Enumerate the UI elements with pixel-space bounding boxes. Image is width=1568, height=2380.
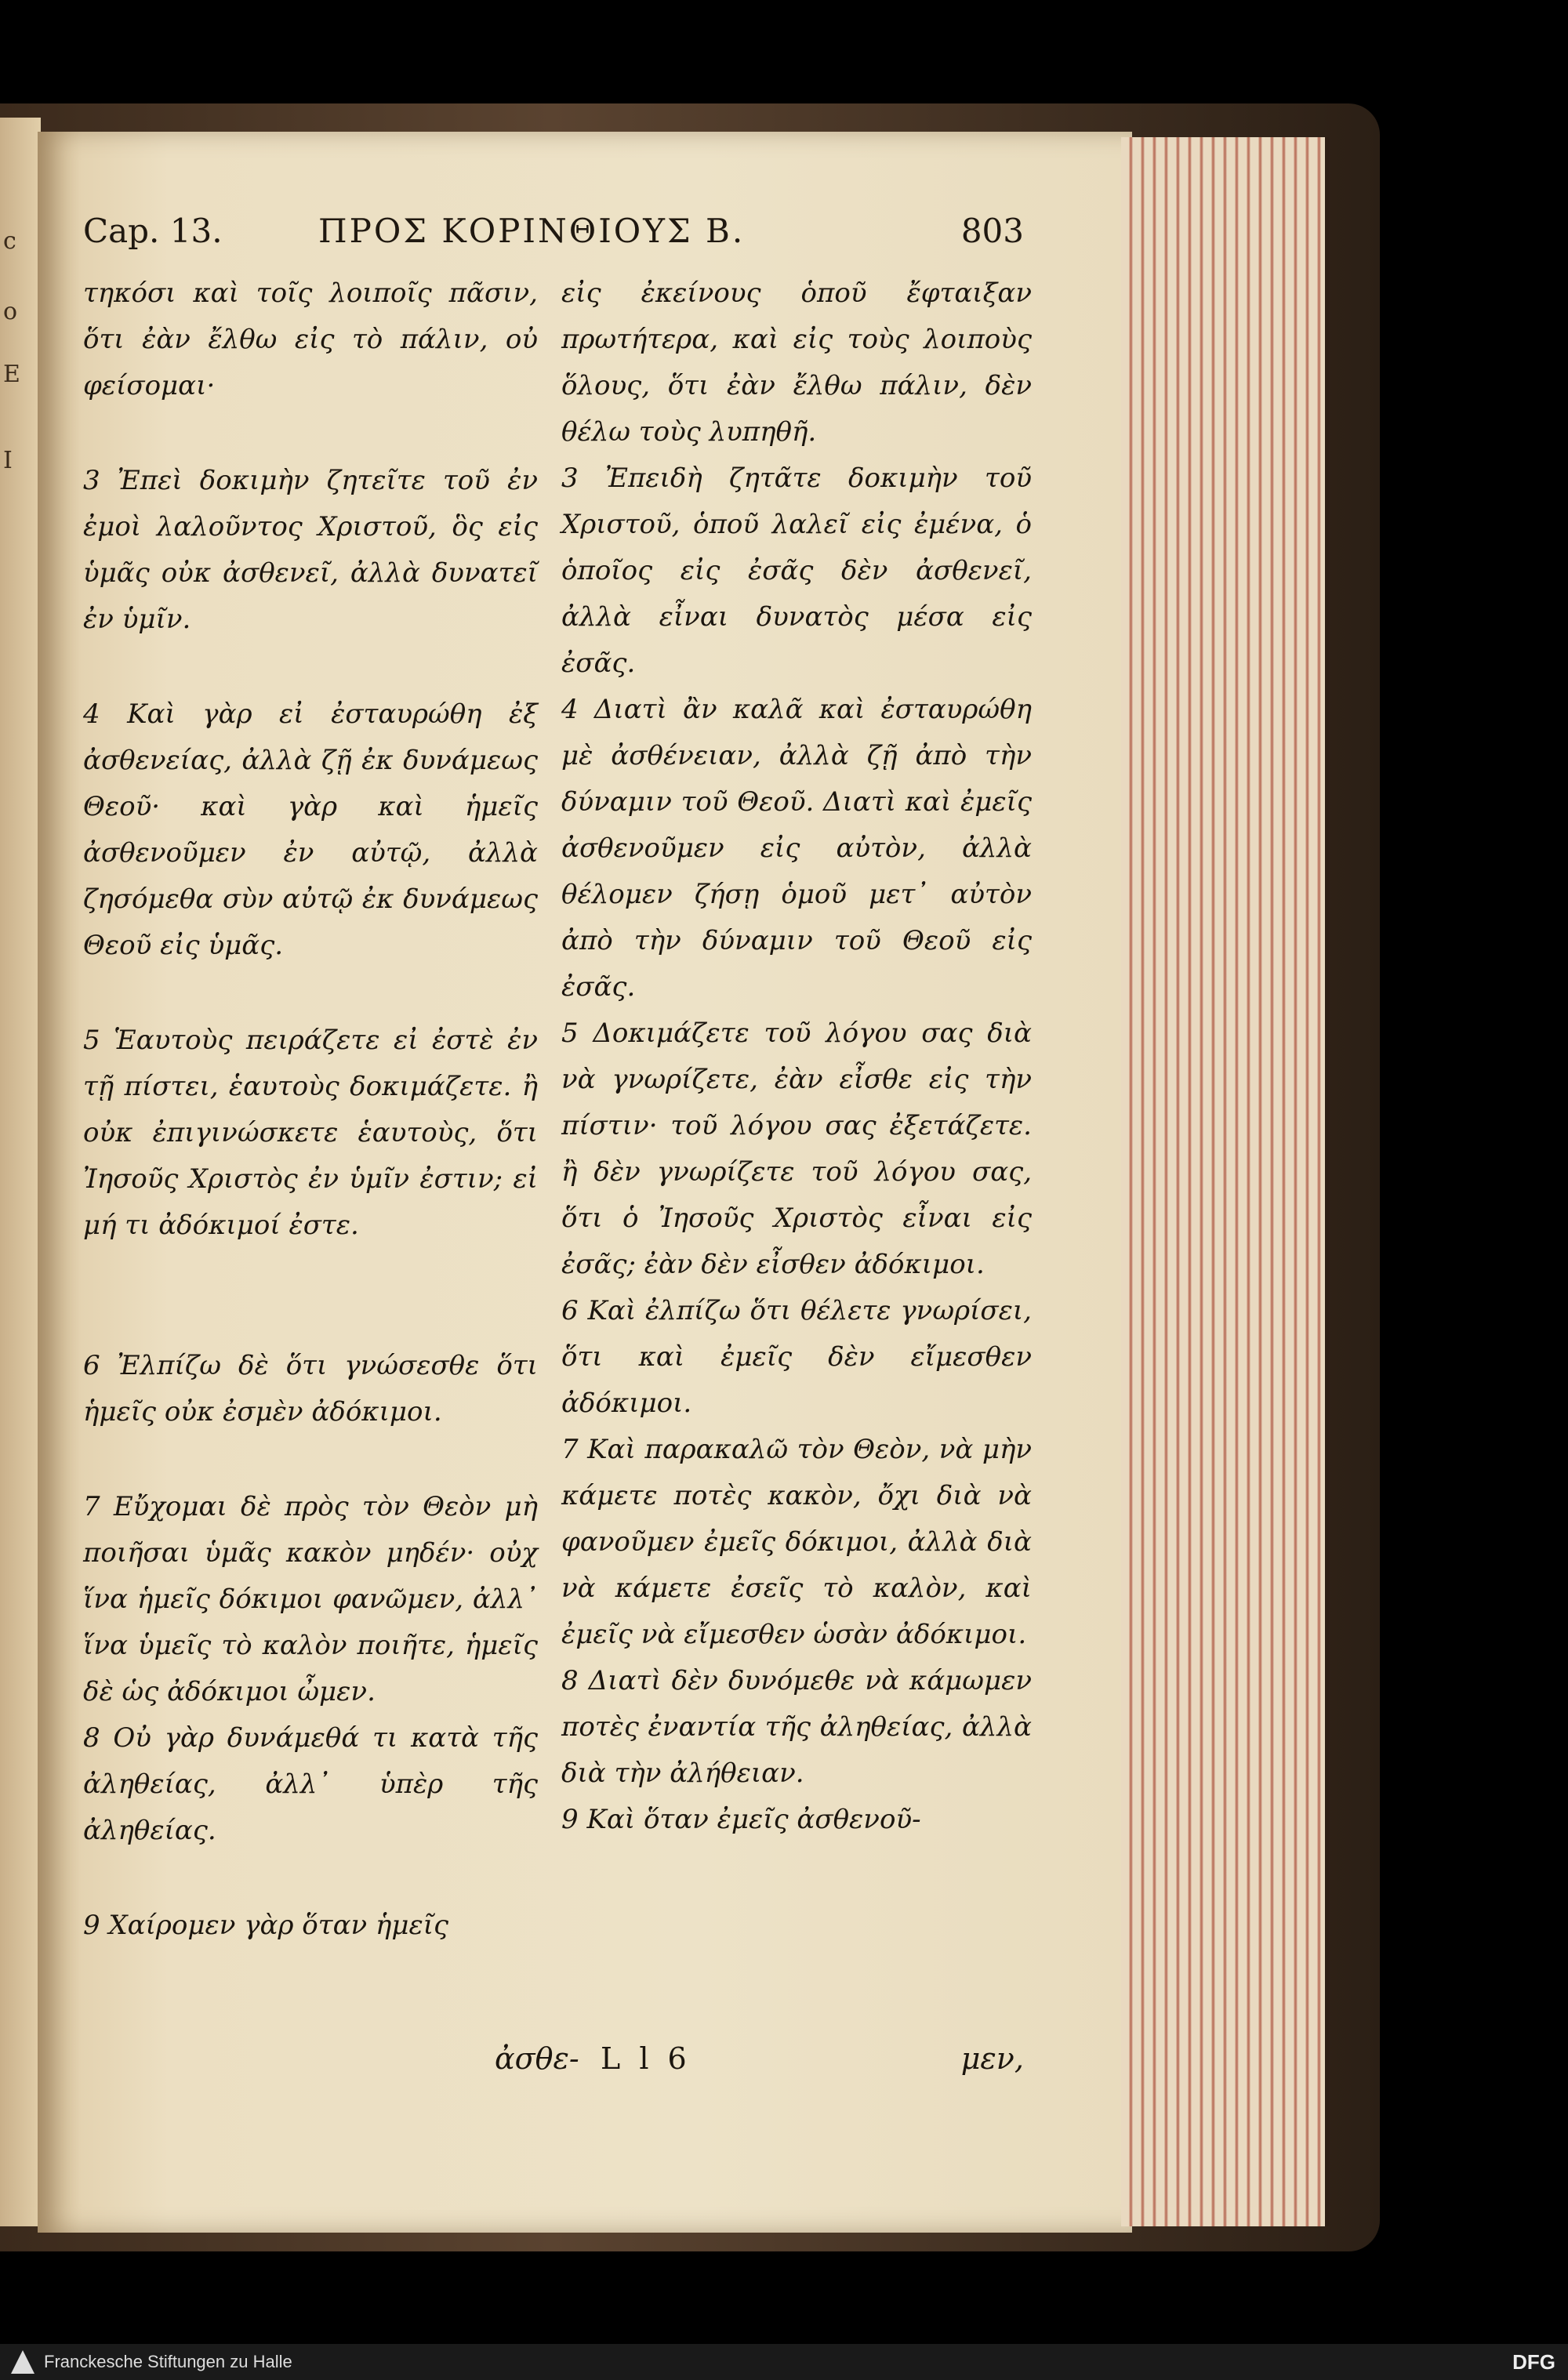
catchword-right: μεν, <box>960 2041 1024 2076</box>
page-fore-edge <box>1121 137 1330 2226</box>
verse-9: 9 Καὶ ὅταν ἐμεῖς ἀσθενοῦ- <box>561 1804 921 1835</box>
dfg-logo: DFG <box>1512 2350 1555 2374</box>
verse-5: 5 Δοκιμάζετε τοῦ λόγου σας διὰ νὰ γνωρίζετε, ἐὰν εἶσθε εἰς τὴν πίστιν· τοῦ λόγου σας ἐξετάζετε. ἢ δὲν γνωρίζετε τοῦ λόγου σας, ὅτι ὁ Ἰησοῦς Χριστὸς εἶναι εἰς ἐσᾶς; ἐὰν δὲν εἶσθεν ἀδόκιμοι. <box>561 1018 1032 1280</box>
page-number: 803 <box>960 212 1024 250</box>
verse-2-cont: τηκόσι καὶ τοῖς λοιποῖς πᾶσιν, ὅτι ἐὰν ἔλθω εἰς τὸ πάλιν, οὐ φείσομαι· <box>83 278 538 401</box>
verse-2-cont: εἰς ἐκείνους ὁποῦ ἔφταιξαν πρωτήτερα, καὶ εἰς τοὺς λοιποὺς ὅλους, ὅτι ἐὰν ἔλθω πάλιν, δὲν θέλω τοὺς λυπηθῆ. <box>561 278 1032 448</box>
verse-6: 6 Ἐλπίζω δὲ ὅτι γνώσεσθε ὅτι ἡμεῖς οὐκ ἐσμὲν ἀδόκιμοι. <box>83 1350 538 1428</box>
verse-7: 7 Εὔχομαι δὲ πρὸς τὸν Θεὸν μὴ ποιῆσαι ὑμᾶς κακὸν μηδέν· οὐχ ἵνα ἡμεῖς δόκιμοι φανῶμεν, ἀλλ᾽ ἵνα ὑμεῖς τὸ καλὸν ποιῆτε, ἡμεῖς δὲ ὡς ἀδόκιμοι ὦμεν. <box>83 1491 538 1707</box>
chapter-label: Cap. 13. <box>83 212 223 250</box>
verse-8: 8 Οὐ γὰρ δυνάμεθά τι κατὰ τῆς ἀληθείας, ἀλλ᾽ ὑπὲρ τῆς ἀληθείας. <box>83 1722 538 1846</box>
verse-5: 5 Ἑαυτοὺς πειράζετε εἰ ἐστὲ ἐν τῇ πίστει, ἑαυτοὺς δοκιμάζετε. ἢ οὐκ ἐπιγινώσκετε ἑαυτοὺς, ὅτι Ἰησοῦς Χριστὸς ἐν ὑμῖν ἐστιν; εἰ μή τι ἀδόκιμοί ἐστε. <box>83 1025 538 1241</box>
edge-mark: I <box>3 447 13 474</box>
verse-8: 8 Διατὶ δὲν δυνόμεθε νὰ κάμωμεν ποτὲς ἐναντία τῆς ἀληθείας, ἀλλὰ διὰ τὴν ἀλήθειαν. <box>561 1665 1032 1789</box>
institution-name: Franckesche Stiftungen zu Halle <box>44 2352 292 2371</box>
edge-mark: E <box>3 361 20 388</box>
verse-4: 4 Καὶ γὰρ εἰ ἐσταυρώθη ἐξ ἀσθενείας, ἀλλὰ ζῇ ἐκ δυνάμεως Θεοῦ· καὶ γὰρ καὶ ἡμεῖς ἀσθενοῦμεν ἐν αὐτῷ, ἀλλὰ ζησόμεθα σὺν αὐτῷ ἐκ δυνάμεως Θεοῦ εἰς ὑμᾶς. <box>83 698 538 961</box>
edge-mark: c <box>3 227 16 255</box>
attribution-bar <box>0 2344 1568 2380</box>
right-column-modern-greek <box>561 270 1032 1843</box>
verse-6: 6 Καὶ ἐλπίζω ὅτι θέλετε γνωρίσει, ὅτι καὶ ἐμεῖς δὲν εἴμεσθεν ἀδόκιμοι. <box>561 1295 1032 1419</box>
verse-9: 9 Χαίρομεν γὰρ ὅταν ἡμεῖς <box>83 1910 449 1941</box>
left-page-edge <box>0 118 41 2226</box>
verse-3: 3 Ἐπειδὴ ζητᾶτε δοκιμὴν τοῦ Χριστοῦ, ὁποῦ λαλεῖ εἰς ἐμένα, ὁ ὁποῖος εἰς ἐσᾶς δὲν ἀσθενεῖ, ἀλλὰ εἶναι δυνατὸς μέσα εἰς ἐσᾶς. <box>561 463 1032 679</box>
signature-mark: L l 6 <box>601 2041 691 2076</box>
page-footer <box>83 2041 1024 2088</box>
running-header <box>83 212 1024 259</box>
edge-mark: o <box>3 298 18 325</box>
left-column-ancient-greek <box>83 270 538 1949</box>
verse-7: 7 Καὶ παρακαλῶ τὸν Θεὸν, νὰ μὴν κάμετε ποτὲς κακὸν, ὄχι διὰ νὰ φανοῦμεν ἐμεῖς δόκιμοι, ἀλλὰ διὰ νὰ κάμετε ἐσεῖς τὸ καλὸν, καὶ ἐμεῖς νὰ εἴμεσθεν ὡσὰν ἀδόκιμοι. <box>561 1434 1032 1650</box>
running-title: ΠΡΟΣ ΚΟΡΙΝΘΙΟΥΣ Β. <box>318 212 746 250</box>
catchword-left: ἀσθε- <box>495 2041 579 2076</box>
verse-3: 3 Ἐπεὶ δοκιμὴν ζητεῖτε τοῦ ἐν ἐμοὶ λαλοῦντος Χριστοῦ, ὃς εἰς ὑμᾶς οὐκ ἀσθενεῖ, ἀλλὰ δυνατεῖ ἐν ὑμῖν. <box>83 465 538 635</box>
institution-logo-icon <box>11 2350 34 2374</box>
verse-4: 4 Διατὶ ἂν καλᾶ καὶ ἐσταυρώθη μὲ ἀσθένειαν, ἀλλὰ ζῇ ἀπὸ τὴν δύναμιν τοῦ Θεοῦ. Διατὶ καὶ ἐμεῖς ἀσθενοῦμεν εἰς αὐτὸν, ἀλλὰ θέλομεν ζήσῃ ὁμοῦ μετ᾽ αὐτὸν ἀπὸ τὴν δύναμιν τοῦ Θεοῦ εἰς ἐσᾶς. <box>561 694 1032 1003</box>
